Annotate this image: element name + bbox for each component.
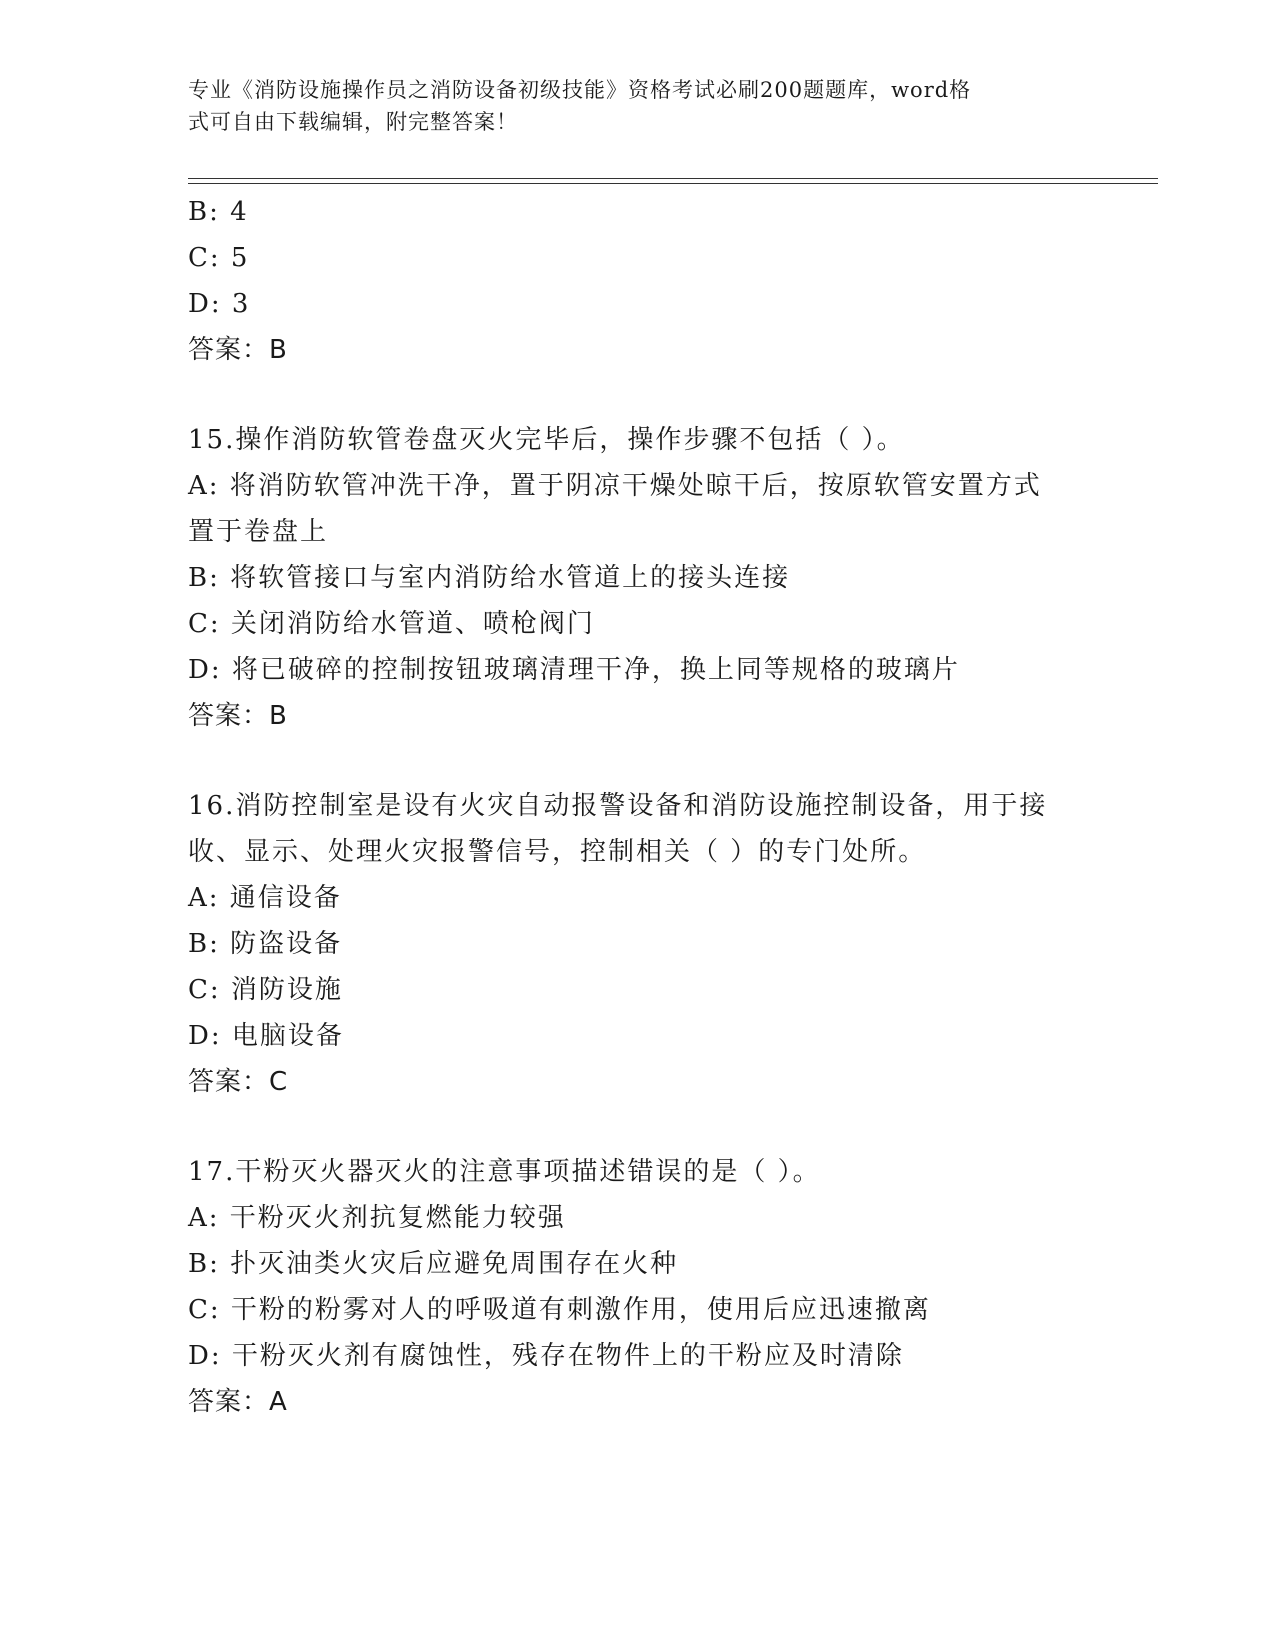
option-d: D: 3 [188,289,251,319]
answer-line: 答案：C [188,1067,289,1097]
header-divider-bottom [188,183,1158,184]
header-line-2: 式可自由下载编辑，附完整答案！ [188,110,518,134]
option-c: C: 5 [188,243,250,273]
option-b: B: 扑灭油类火灾后应避免周围存在火种 [188,1249,679,1279]
question-15 [188,417,1148,739]
option-d: D: 电脑设备 [188,1021,344,1051]
option-a-continued: 置于卷盘上 [188,517,329,547]
option-b: B: 将软管接口与室内消防给水管道上的接头连接 [188,563,791,593]
option-a: A: 通信设备 [188,883,342,913]
spacer [188,373,1148,417]
option-c: C: 干粉的粉雾对人的呼吸道有刺激作用，使用后应迅速撤离 [188,1295,931,1325]
spacer [188,1105,1148,1149]
option-d: D: 将已破碎的控制按钮玻璃清理干净，换上同等规格的玻璃片 [188,655,960,685]
spacer [188,739,1148,783]
option-b: B: 防盗设备 [188,929,343,959]
page-header [188,74,1068,138]
option-c: C: 关闭消防给水管道、喷枪阀门 [188,609,595,639]
answer-line: 答案：B [188,701,288,731]
option-a: A: 干粉灭火剂抗复燃能力较强 [188,1203,566,1233]
question-stem: 15.操作消防软管卷盘灭火完毕后，操作步骤不包括（ ）。 [188,425,905,455]
question-16 [188,783,1148,1105]
answer-line: 答案：A [188,1387,288,1417]
header-divider-top [188,178,1158,179]
option-b: B: 4 [188,197,249,227]
question-stem: 17.干粉灭火器灭火的注意事项描述错误的是（ ）。 [188,1157,821,1187]
question-body [188,189,1148,1425]
question-17 [188,1149,1148,1425]
option-a: A: 将消防软管冲洗干净，置于阴凉干燥处晾干后，按原软管安置方式 [188,471,1042,501]
option-d: D: 干粉灭火剂有腐蚀性，残存在物件上的干粉应及时清除 [188,1341,904,1371]
question-stem: 16.消防控制室是设有火灾自动报警设备和消防设施控制设备，用于接 [188,791,1048,821]
prev-question-block [188,189,1148,373]
answer-line: 答案：B [188,335,288,365]
question-stem-continued: 收、显示、处理火灾报警信号，控制相关（ ）的专门处所。 [188,837,927,867]
option-c: C: 消防设施 [188,975,343,1005]
header-line-1: 专业《消防设施操作员之消防设备初级技能》资格考试必刷200题题库，word格 [188,78,972,102]
